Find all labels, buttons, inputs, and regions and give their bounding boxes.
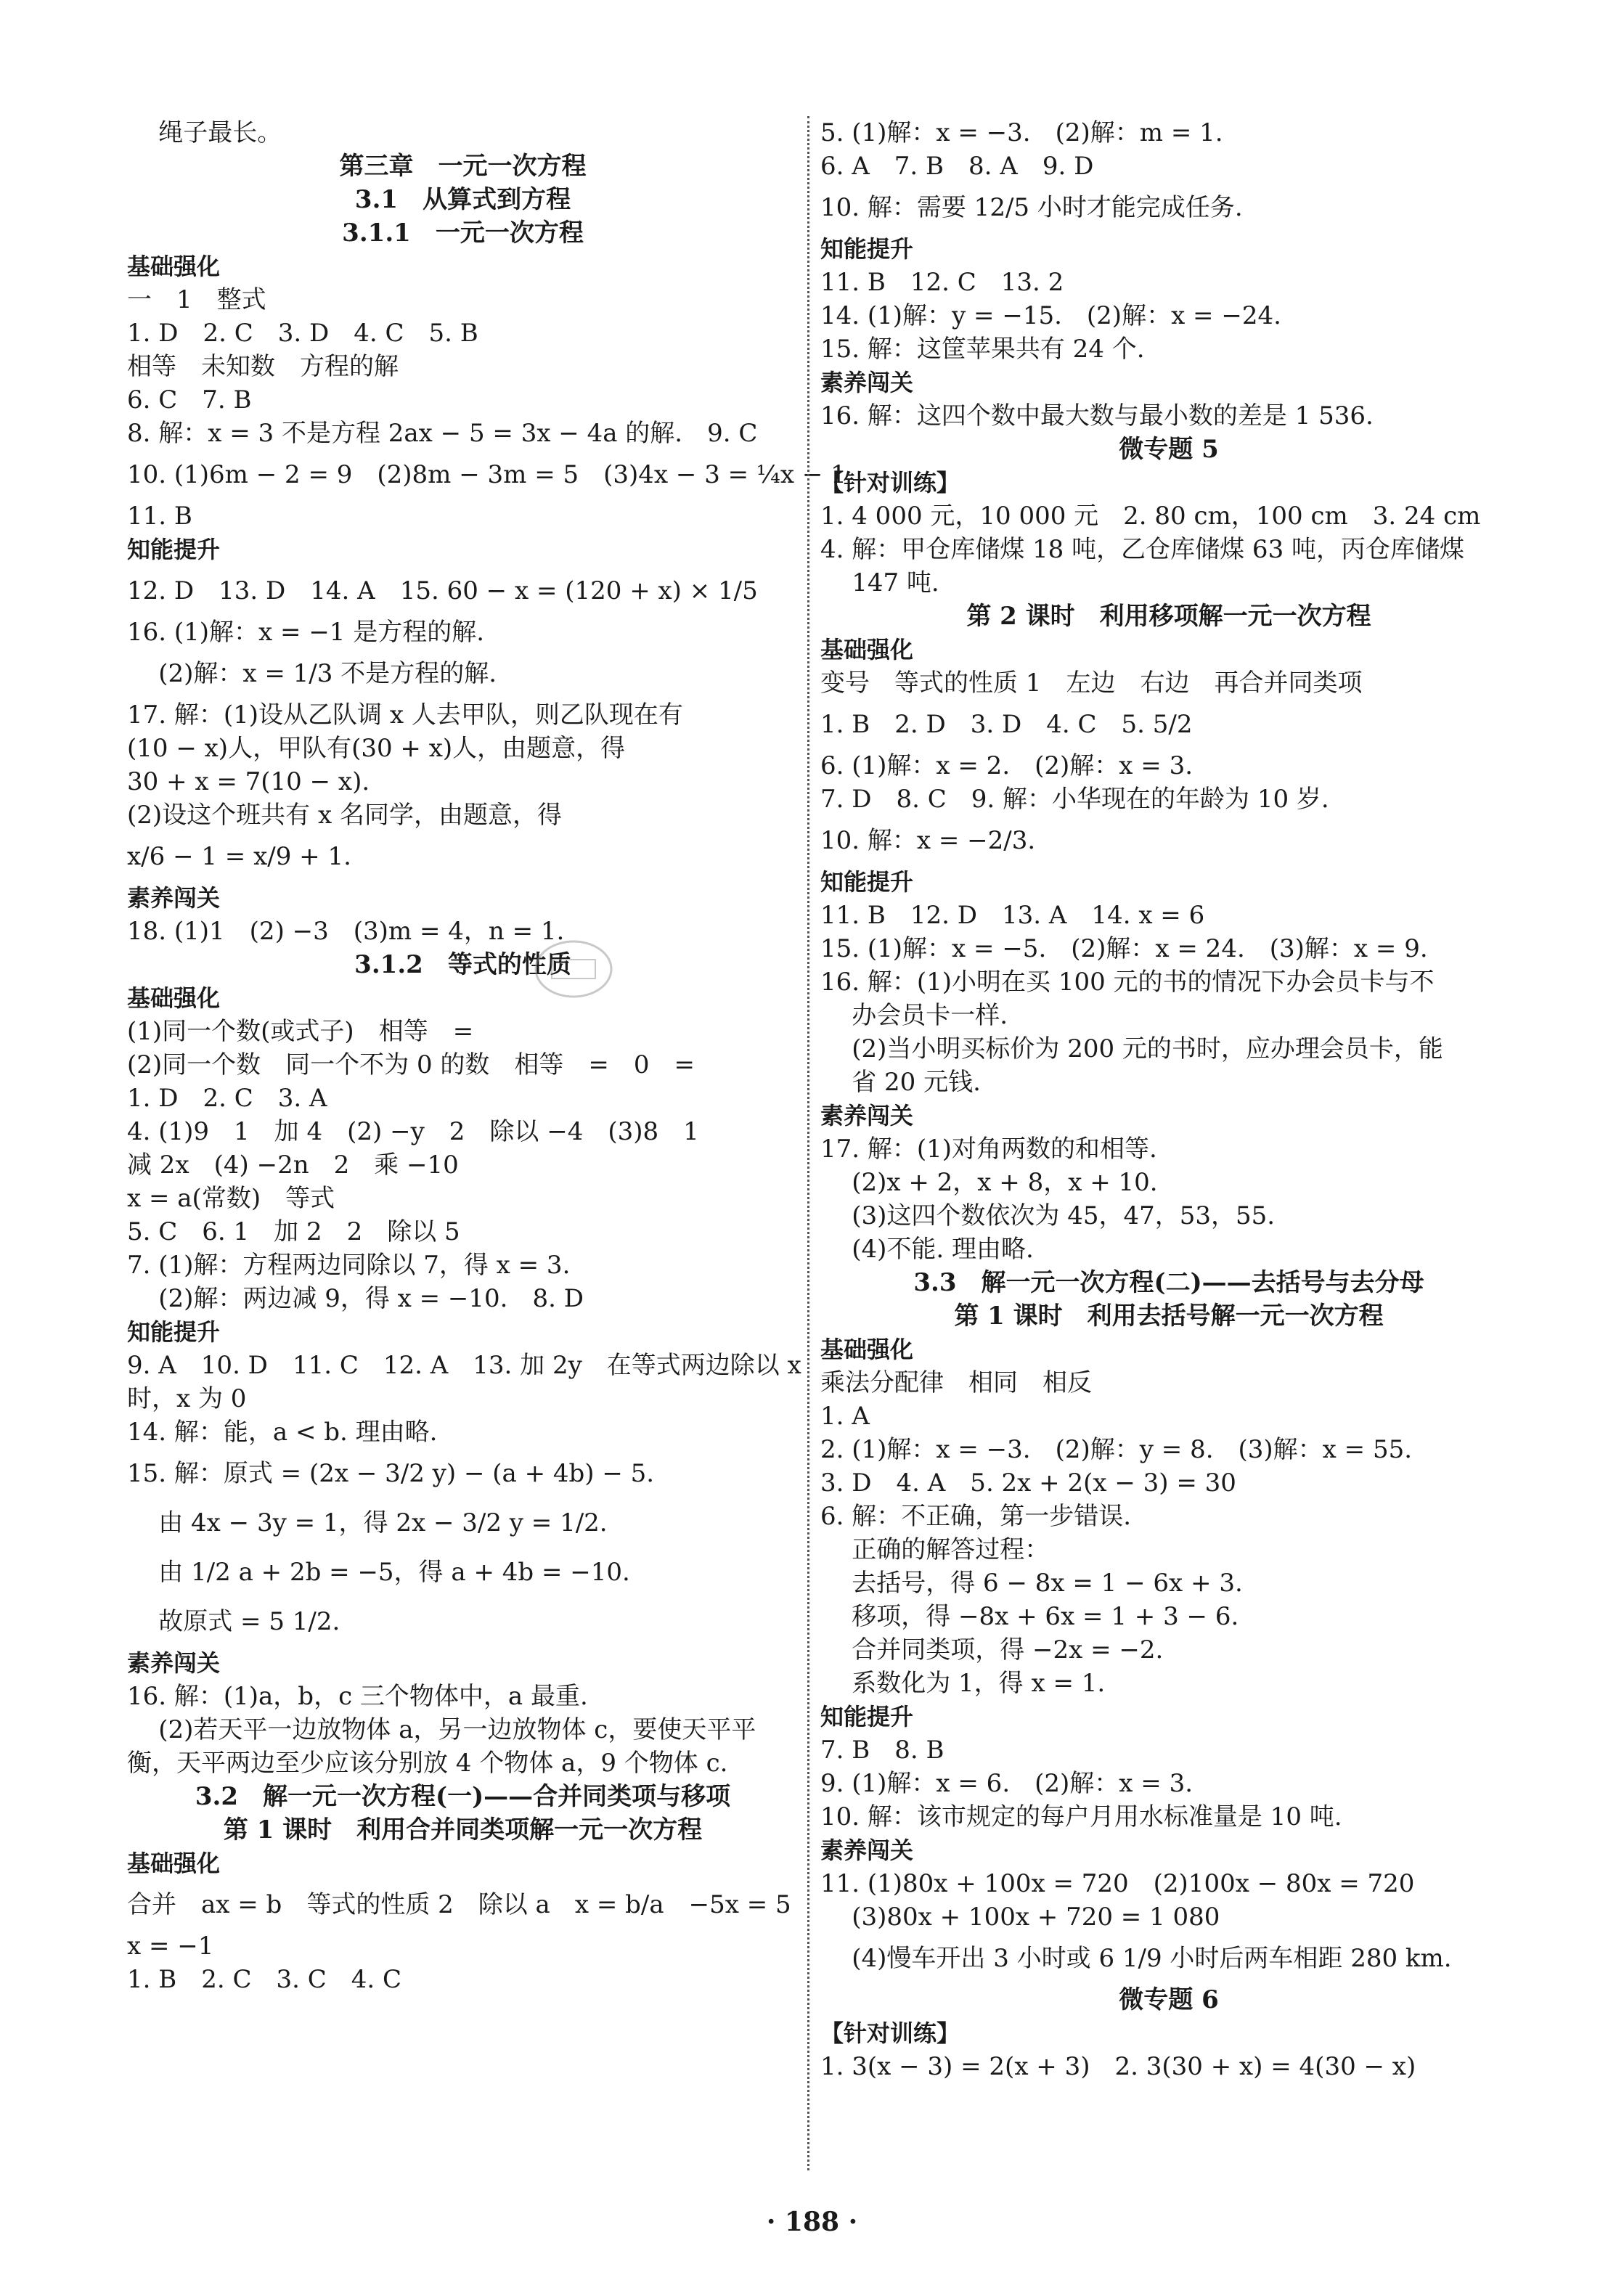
answer-line: (4)不能. 理由略. xyxy=(820,1235,1034,1264)
section-heading: 知能提升 xyxy=(820,868,914,896)
answer-line: 故原式 = 5 1/2. xyxy=(127,1607,340,1636)
section-title: 第三章 一元一次方程 xyxy=(339,152,587,181)
section-heading: 基础强化 xyxy=(127,1850,221,1877)
answer-line: 由 4x − 3y = 1，得 2x − 3/2 y = 1/2. xyxy=(127,1508,608,1537)
section-title: 3.2 解一元一次方程(一)——合并同类项与移项 xyxy=(195,1782,731,1811)
answer-line: (10 − x)人，甲队有(30 + x)人，由题意，得 xyxy=(127,734,626,763)
answer-line: 变号 等式的性质 1 左边 右边 再合并同类项 xyxy=(820,669,1363,698)
answer-line: 11. B 12. C 13. 2 xyxy=(820,268,1064,297)
answer-line: 10. (1)6m − 2 = 9 (2)8m − 3m = 5 (3)4x − 3 = ¼x − 1 xyxy=(127,460,846,489)
section-heading: 素养闯关 xyxy=(127,884,221,912)
answer-line: 7. (1)解：方程两边同除以 7，得 x = 3. xyxy=(127,1251,571,1280)
answer-line: (2)解：x = 1/3 不是方程的解. xyxy=(127,659,497,688)
answer-line: (2)同一个数 同一个不为 0 的数 相等 = 0 = xyxy=(127,1050,695,1079)
page-number: · 188 · xyxy=(766,2207,858,2237)
answer-line: 移项，得 −8x + 6x = 1 + 3 − 6. xyxy=(820,1602,1239,1631)
section-title: 微专题 6 xyxy=(1119,1985,1219,2014)
answer-line: 11. (1)80x + 100x = 720 (2)100x − 80x = 720 xyxy=(820,1869,1415,1898)
answer-line: 7. B 8. B xyxy=(820,1736,944,1765)
section-title: 第 1 课时 利用合并同类项解一元一次方程 xyxy=(223,1815,703,1844)
answer-line: 16. (1)解：x = −1 是方程的解. xyxy=(127,618,485,647)
answer-line: 衡，天平两边至少应该分别放 4 个物体 a，9 个物体 c. xyxy=(127,1749,728,1778)
section-heading: 知能提升 xyxy=(820,1703,914,1731)
answer-line: 省 20 元钱. xyxy=(820,1068,981,1097)
answer-line: (2)解：两边减 9，得 x = −10. 8. D xyxy=(127,1284,584,1313)
answer-line: x = −1 xyxy=(127,1932,214,1961)
answer-line: 1. A xyxy=(820,1402,870,1431)
section-heading: 基础强化 xyxy=(820,1336,914,1363)
section-title: 3.1 从算式到方程 xyxy=(354,185,571,214)
answer-line: 1. 3(x − 3) = 2(x + 3) 2. 3(30 + x) = 4(30 − x) xyxy=(820,2052,1416,2081)
section-heading: 基础强化 xyxy=(127,253,221,280)
section-title: 第 2 课时 利用移项解一元一次方程 xyxy=(966,602,1371,631)
answer-line: x/6 − 1 = x/9 + 1. xyxy=(127,842,351,871)
section-heading: 素养闯关 xyxy=(820,1836,914,1864)
answer-line: 12. D 13. D 14. A 15. 60 − x = (120 + x) × 1/5 xyxy=(127,576,758,605)
answer-line: 11. B 12. D 13. A 14. x = 6 xyxy=(820,901,1205,930)
answer-line: 18. (1)1 (2) −3 (3)m = 4，n = 1. xyxy=(127,917,565,946)
answer-line: 时，x 为 0 xyxy=(127,1384,247,1413)
answer-line: 6. (1)解：x = 2. (2)解：x = 3. xyxy=(820,751,1193,780)
answer-line: (2)设这个班共有 x 名同学，由题意，得 xyxy=(127,801,562,830)
answer-line: 减 2x (4) −2n 2 乘 −10 xyxy=(127,1151,459,1180)
answer-line: 10. 解：x = −2/3. xyxy=(820,826,1036,855)
answer-line: 10. 解：该市规定的每户月用水标准量是 10 吨. xyxy=(820,1802,1342,1831)
answer-line: 10. 解：需要 12/5 小时才能完成任务. xyxy=(820,193,1243,222)
answer-line: (4)慢车开出 3 小时或 6 1/9 小时后两车相距 280 km. xyxy=(820,1944,1452,1973)
answer-line: 5. (1)解：x = −3. (2)解：m = 1. xyxy=(820,118,1223,147)
section-heading: 知能提升 xyxy=(127,1318,221,1346)
watermark-stamp-icon xyxy=(530,936,617,1002)
answer-line: 乘法分配律 相同 相反 xyxy=(820,1368,1092,1397)
section-heading: 基础强化 xyxy=(127,984,221,1012)
answer-line: 1. D 2. C 3. A xyxy=(127,1084,327,1113)
answer-line: 正确的解答过程： xyxy=(820,1535,1050,1564)
answer-line: 30 + x = 7(10 − x). xyxy=(127,767,370,796)
section-title: 3.1.2 等式的性质 xyxy=(354,950,571,979)
answer-line: 1. B 2. C 3. C 4. C xyxy=(127,1965,402,1994)
section-heading: 素养闯关 xyxy=(127,1649,221,1677)
answer-line: 5. C 6. 1 加 2 2 除以 5 xyxy=(127,1217,460,1246)
section-title: 微专题 5 xyxy=(1119,435,1219,464)
column-divider xyxy=(807,116,809,2170)
section-heading: 素养闯关 xyxy=(820,369,914,396)
right-column xyxy=(820,116,1517,2083)
answer-line: 1. D 2. C 3. D 4. C 5. B xyxy=(127,319,478,348)
answer-line: 3. D 4. A 5. 2x + 2(x − 3) = 30 xyxy=(820,1468,1236,1498)
answer-line: 绳子最长。 xyxy=(127,118,282,147)
answer-line: 147 吨. xyxy=(820,568,939,597)
answer-line: 相等 未知数 方程的解 xyxy=(127,352,399,381)
answer-line: 合并同类项，得 −2x = −2. xyxy=(820,1635,1164,1664)
answer-line: (2)若天平一边放物体 a，另一边放物体 c，要使天平平 xyxy=(127,1715,756,1744)
answer-line: 4. (1)9 1 加 4 (2) −y 2 除以 −4 (3)8 1 xyxy=(127,1117,699,1146)
section-heading: 知能提升 xyxy=(820,235,914,263)
answer-line: 17. 解：(1)对角两数的和相等. xyxy=(820,1135,1157,1164)
answer-line: (3)这四个数依次为 45，47，53，55. xyxy=(820,1201,1276,1230)
section-title: 第 1 课时 利用去括号解一元一次方程 xyxy=(954,1302,1384,1331)
answer-line: (2)x + 2，x + 8，x + 10. xyxy=(820,1168,1158,1197)
answer-line: 9. A 10. D 11. C 12. A 13. 加 2y 在等式两边除以 x xyxy=(127,1351,801,1380)
answer-line: 去括号，得 6 − 8x = 1 − 6x + 3. xyxy=(820,1569,1243,1598)
answer-line: 15. (1)解：x = −5. (2)解：x = 24. (3)解：x = 9. xyxy=(820,934,1428,963)
section-title: 3.3 解一元一次方程(二)——去括号与去分母 xyxy=(913,1268,1424,1297)
answer-line: 16. 解：这四个数中最大数与最小数的差是 1 536. xyxy=(820,401,1374,430)
answer-line: x = a(常数) 等式 xyxy=(127,1184,335,1213)
answer-line: 16. 解：(1)小明在买 100 元的书的情况下办会员卡与不 xyxy=(820,968,1435,997)
section-heading: 素养闯关 xyxy=(820,1102,914,1129)
section-title: 3.1.1 一元一次方程 xyxy=(342,218,584,248)
answer-line: 1. B 2. D 3. D 4. C 5. 5/2 xyxy=(820,710,1193,739)
answer-line: 合并 ax = b 等式的性质 2 除以 a x = b/a −5x = 5 xyxy=(127,1890,791,1919)
section-heading: 知能提升 xyxy=(127,536,221,563)
answer-line: 系数化为 1，得 x = 1. xyxy=(820,1669,1106,1698)
answer-line: (3)80x + 100x + 720 = 1 080 xyxy=(820,1903,1220,1932)
answer-line: (2)当小明买标价为 200 元的书时，应办理会员卡，能 xyxy=(820,1034,1443,1063)
answer-line: 14. (1)解：y = −15. (2)解：x = −24. xyxy=(820,301,1281,330)
section-heading: 【针对训练】 xyxy=(820,2019,960,2047)
answer-line: (1)同一个数(或式子) 相等 = xyxy=(127,1017,474,1046)
answer-line: 15. 解：这筐苹果共有 24 个. xyxy=(820,335,1145,364)
answer-line: 15. 解：原式 = (2x − 3/2 y) − (a + 4b) − 5. xyxy=(127,1459,655,1488)
answer-line: 4. 解：甲仓库储煤 18 吨，乙仓库储煤 63 吨，丙仓库储煤 xyxy=(820,535,1465,564)
answer-line: 6. C 7. B xyxy=(127,385,252,414)
answer-line: 1. 4 000 元，10 000 元 2. 80 cm，100 cm 3. 24 cm xyxy=(820,502,1481,531)
answer-line: 由 1/2 a + 2b = −5，得 a + 4b = −10. xyxy=(127,1558,630,1587)
answer-line: 17. 解：(1)设从乙队调 x 人去甲队，则乙队现在有 xyxy=(127,700,683,730)
answer-line: 办会员卡一样. xyxy=(820,1001,1008,1030)
answer-line: 6. A 7. B 8. A 9. D xyxy=(820,152,1094,181)
answer-line: 9. (1)解：x = 6. (2)解：x = 3. xyxy=(820,1769,1193,1798)
left-column xyxy=(127,116,846,1996)
answer-line: 14. 解：能，a < b. 理由略. xyxy=(127,1418,438,1447)
section-heading: 【针对训练】 xyxy=(820,469,960,497)
answer-line: 7. D 8. C 9. 解：小华现在的年龄为 10 岁. xyxy=(820,785,1329,814)
answer-line: 2. (1)解：x = −3. (2)解：y = 8. (3)解：x = 55. xyxy=(820,1435,1413,1464)
answer-line: 11. B xyxy=(127,502,192,531)
section-heading: 基础强化 xyxy=(820,636,914,663)
answer-line: 8. 解：x = 3 不是方程 2ax − 5 = 3x − 4a 的解. 9. C xyxy=(127,419,758,448)
answer-line: 6. 解：不正确，第一步错误. xyxy=(820,1502,1132,1531)
answer-line: 一 1 整式 xyxy=(127,285,266,314)
answer-line: 16. 解：(1)a，b，c 三个物体中，a 最重. xyxy=(127,1682,588,1711)
